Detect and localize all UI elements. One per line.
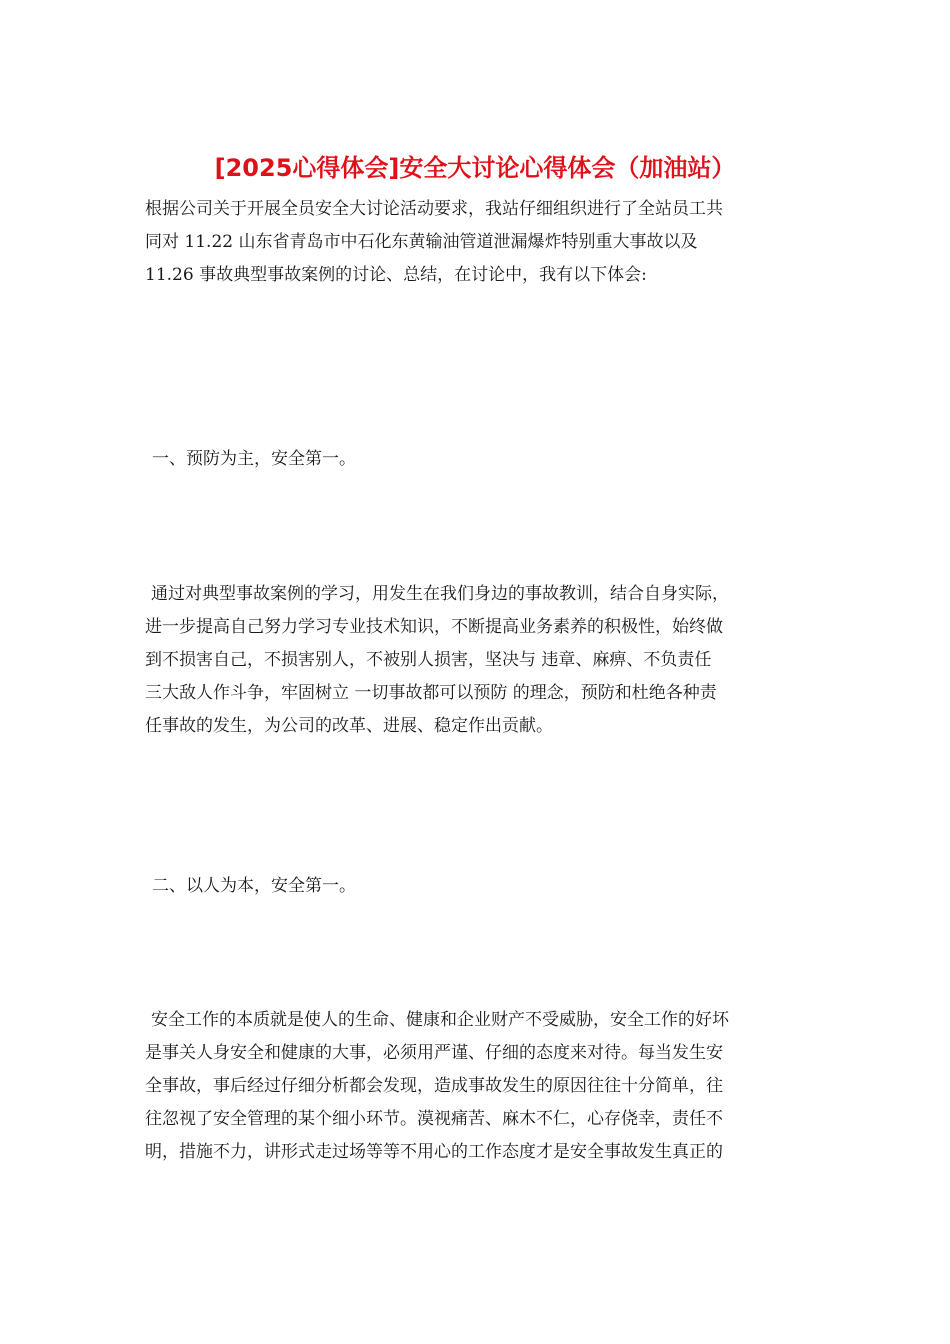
paragraph-line: 进一步提高自己努力学习专业技术知识，不断提高业务素养的积极性，始终做	[145, 617, 723, 637]
intro-line: 11.26 事故典型事故案例的讨论、总结，在讨论中，我有以下体会:	[145, 265, 647, 285]
paragraph-line: 往忽视了安全管理的某个细小环节。漠视痛苦、麻木不仁，心存侥幸，责任不	[145, 1109, 723, 1129]
section-heading-1: 一、预防为主，安全第一。	[152, 449, 356, 469]
intro-line: 根据公司关于开展全员安全大讨论活动要求，我站仔细组织进行了全站员工共	[145, 199, 723, 219]
paragraph-line: 三大敌人作斗争，牢固树立 一切事故都可以预防 的理念，预防和杜绝各种责	[145, 683, 717, 703]
section-1-paragraph	[145, 578, 815, 743]
paragraph-line: 通过对典型事故案例的学习，用发生在我们身边的事故教训，结合自身实际，	[151, 584, 729, 604]
paragraph-line: 任事故的发生，为公司的改革、进展、稳定作出贡献。	[145, 716, 553, 736]
paragraph-line: 安全工作的本质就是使人的生命、健康和企业财产不受威胁，安全工作的好坏	[151, 1010, 729, 1030]
intro-paragraph	[145, 193, 815, 292]
paragraph-line: 全事故，事后经过仔细分析都会发现，造成事故发生的原因往往十分简单，往	[145, 1076, 723, 1096]
paragraph-line: 是事关人身安全和健康的大事，必须用严谨、仔细的态度来对待。每当发生安	[145, 1043, 723, 1063]
paragraph-line: 到不损害自己，不损害别人，不被别人损害，坚决与 违章、麻痹、不负责任	[145, 650, 712, 670]
section-heading-2: 二、以人为本，安全第一。	[152, 876, 356, 896]
section-2-paragraph	[145, 1004, 815, 1169]
paragraph-line: 明，措施不力，讲形式走过场等等不用心的工作态度才是安全事故发生真正的	[145, 1142, 723, 1162]
intro-line: 同对 11.22 山东省青岛市中石化东黄输油管道泄漏爆炸特别重大事故以及	[145, 232, 698, 252]
document-title: [2025心得体会]安全大讨论心得体会（加油站）	[214, 154, 736, 182]
